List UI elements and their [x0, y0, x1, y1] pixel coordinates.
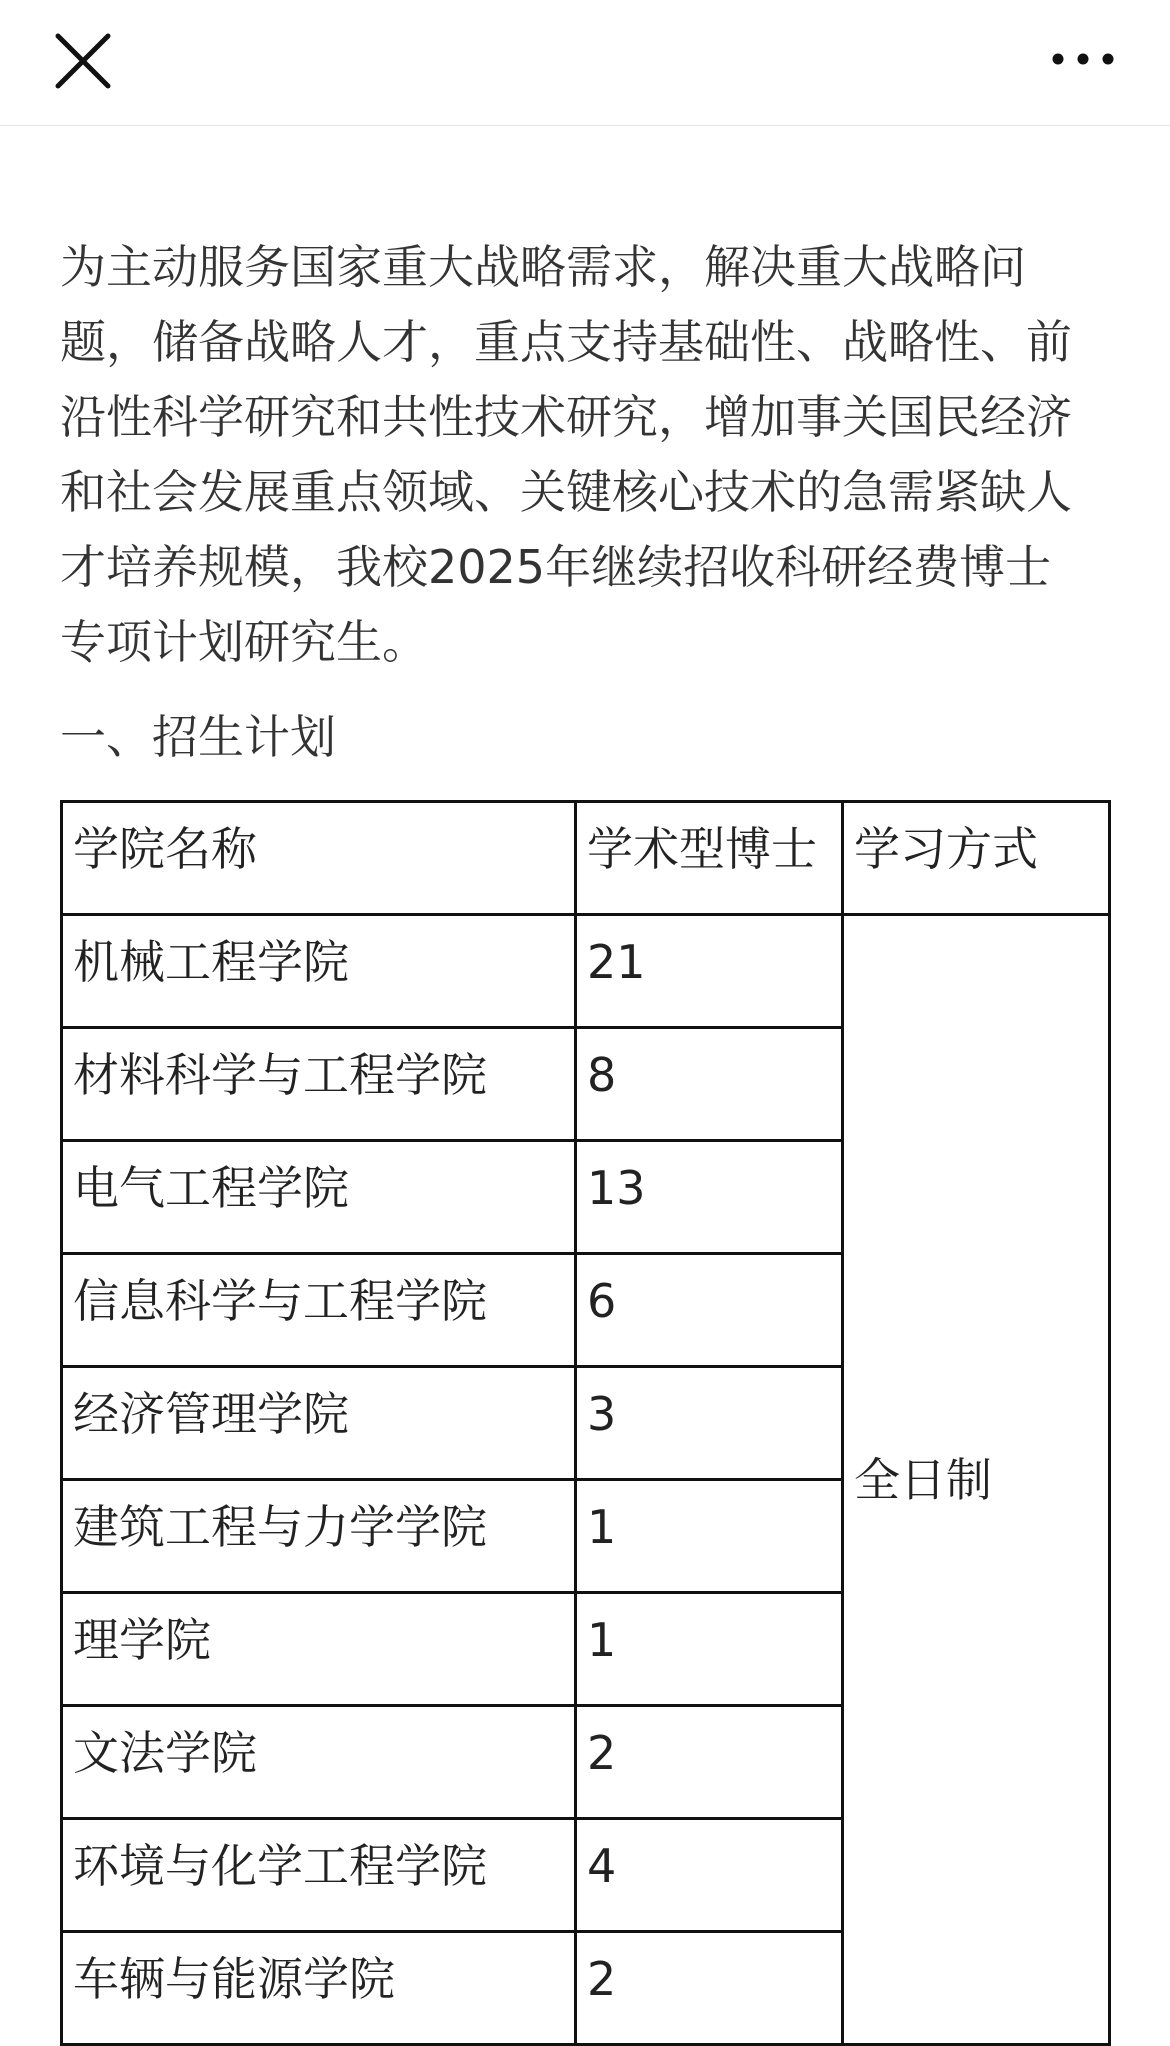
college-name: 材料科学与工程学院 [62, 1028, 576, 1141]
header-academic-phd: 学术型博士 [576, 802, 843, 915]
table-header-row [62, 802, 1110, 915]
header-study-mode: 学习方式 [843, 802, 1110, 915]
college-name: 车辆与能源学院 [62, 1932, 576, 2045]
phd-count: 3 [576, 1367, 843, 1480]
college-name: 理学院 [62, 1593, 576, 1706]
phd-count: 6 [576, 1254, 843, 1367]
phd-count: 4 [576, 1819, 843, 1932]
phd-count: 13 [576, 1141, 843, 1254]
header-college: 学院名称 [62, 802, 576, 915]
section-title: 一、招生计划 [60, 710, 336, 764]
college-name: 经济管理学院 [62, 1367, 576, 1480]
phd-count: 2 [576, 1932, 843, 2045]
enrollment-plan-table [60, 800, 1111, 2046]
college-name: 文法学院 [62, 1706, 576, 1819]
phd-count: 21 [576, 915, 843, 1028]
more-dots-icon [1046, 34, 1120, 84]
phd-count: 1 [576, 1593, 843, 1706]
phd-count: 1 [576, 1480, 843, 1593]
table-row [62, 915, 1110, 1028]
intro-paragraph: 为主动服务国家重大战略需求，解决重大战略问题，储备战略人才，重点支持基础性、战略性、前沿性科学研究和共性技术研究，增加事关国民经济和社会发展重点领域、关键核心技术的急需紧缺人才培养规模，我校2025年继续招收科研经费博士专项计划研究生。 [60, 240, 1072, 669]
college-name: 信息科学与工程学院 [62, 1254, 576, 1367]
college-name: 机械工程学院 [62, 915, 576, 1028]
phd-count: 8 [576, 1028, 843, 1141]
more-options-button[interactable] [1046, 34, 1120, 84]
close-button[interactable] [50, 28, 116, 94]
top-nav-bar [0, 0, 1170, 126]
phd-count: 2 [576, 1706, 843, 1819]
close-icon [50, 28, 116, 94]
study-mode-cell: 全日制 [843, 915, 1110, 2045]
college-name: 电气工程学院 [62, 1141, 576, 1254]
college-name: 环境与化学工程学院 [62, 1819, 576, 1932]
college-name: 建筑工程与力学学院 [62, 1480, 576, 1593]
